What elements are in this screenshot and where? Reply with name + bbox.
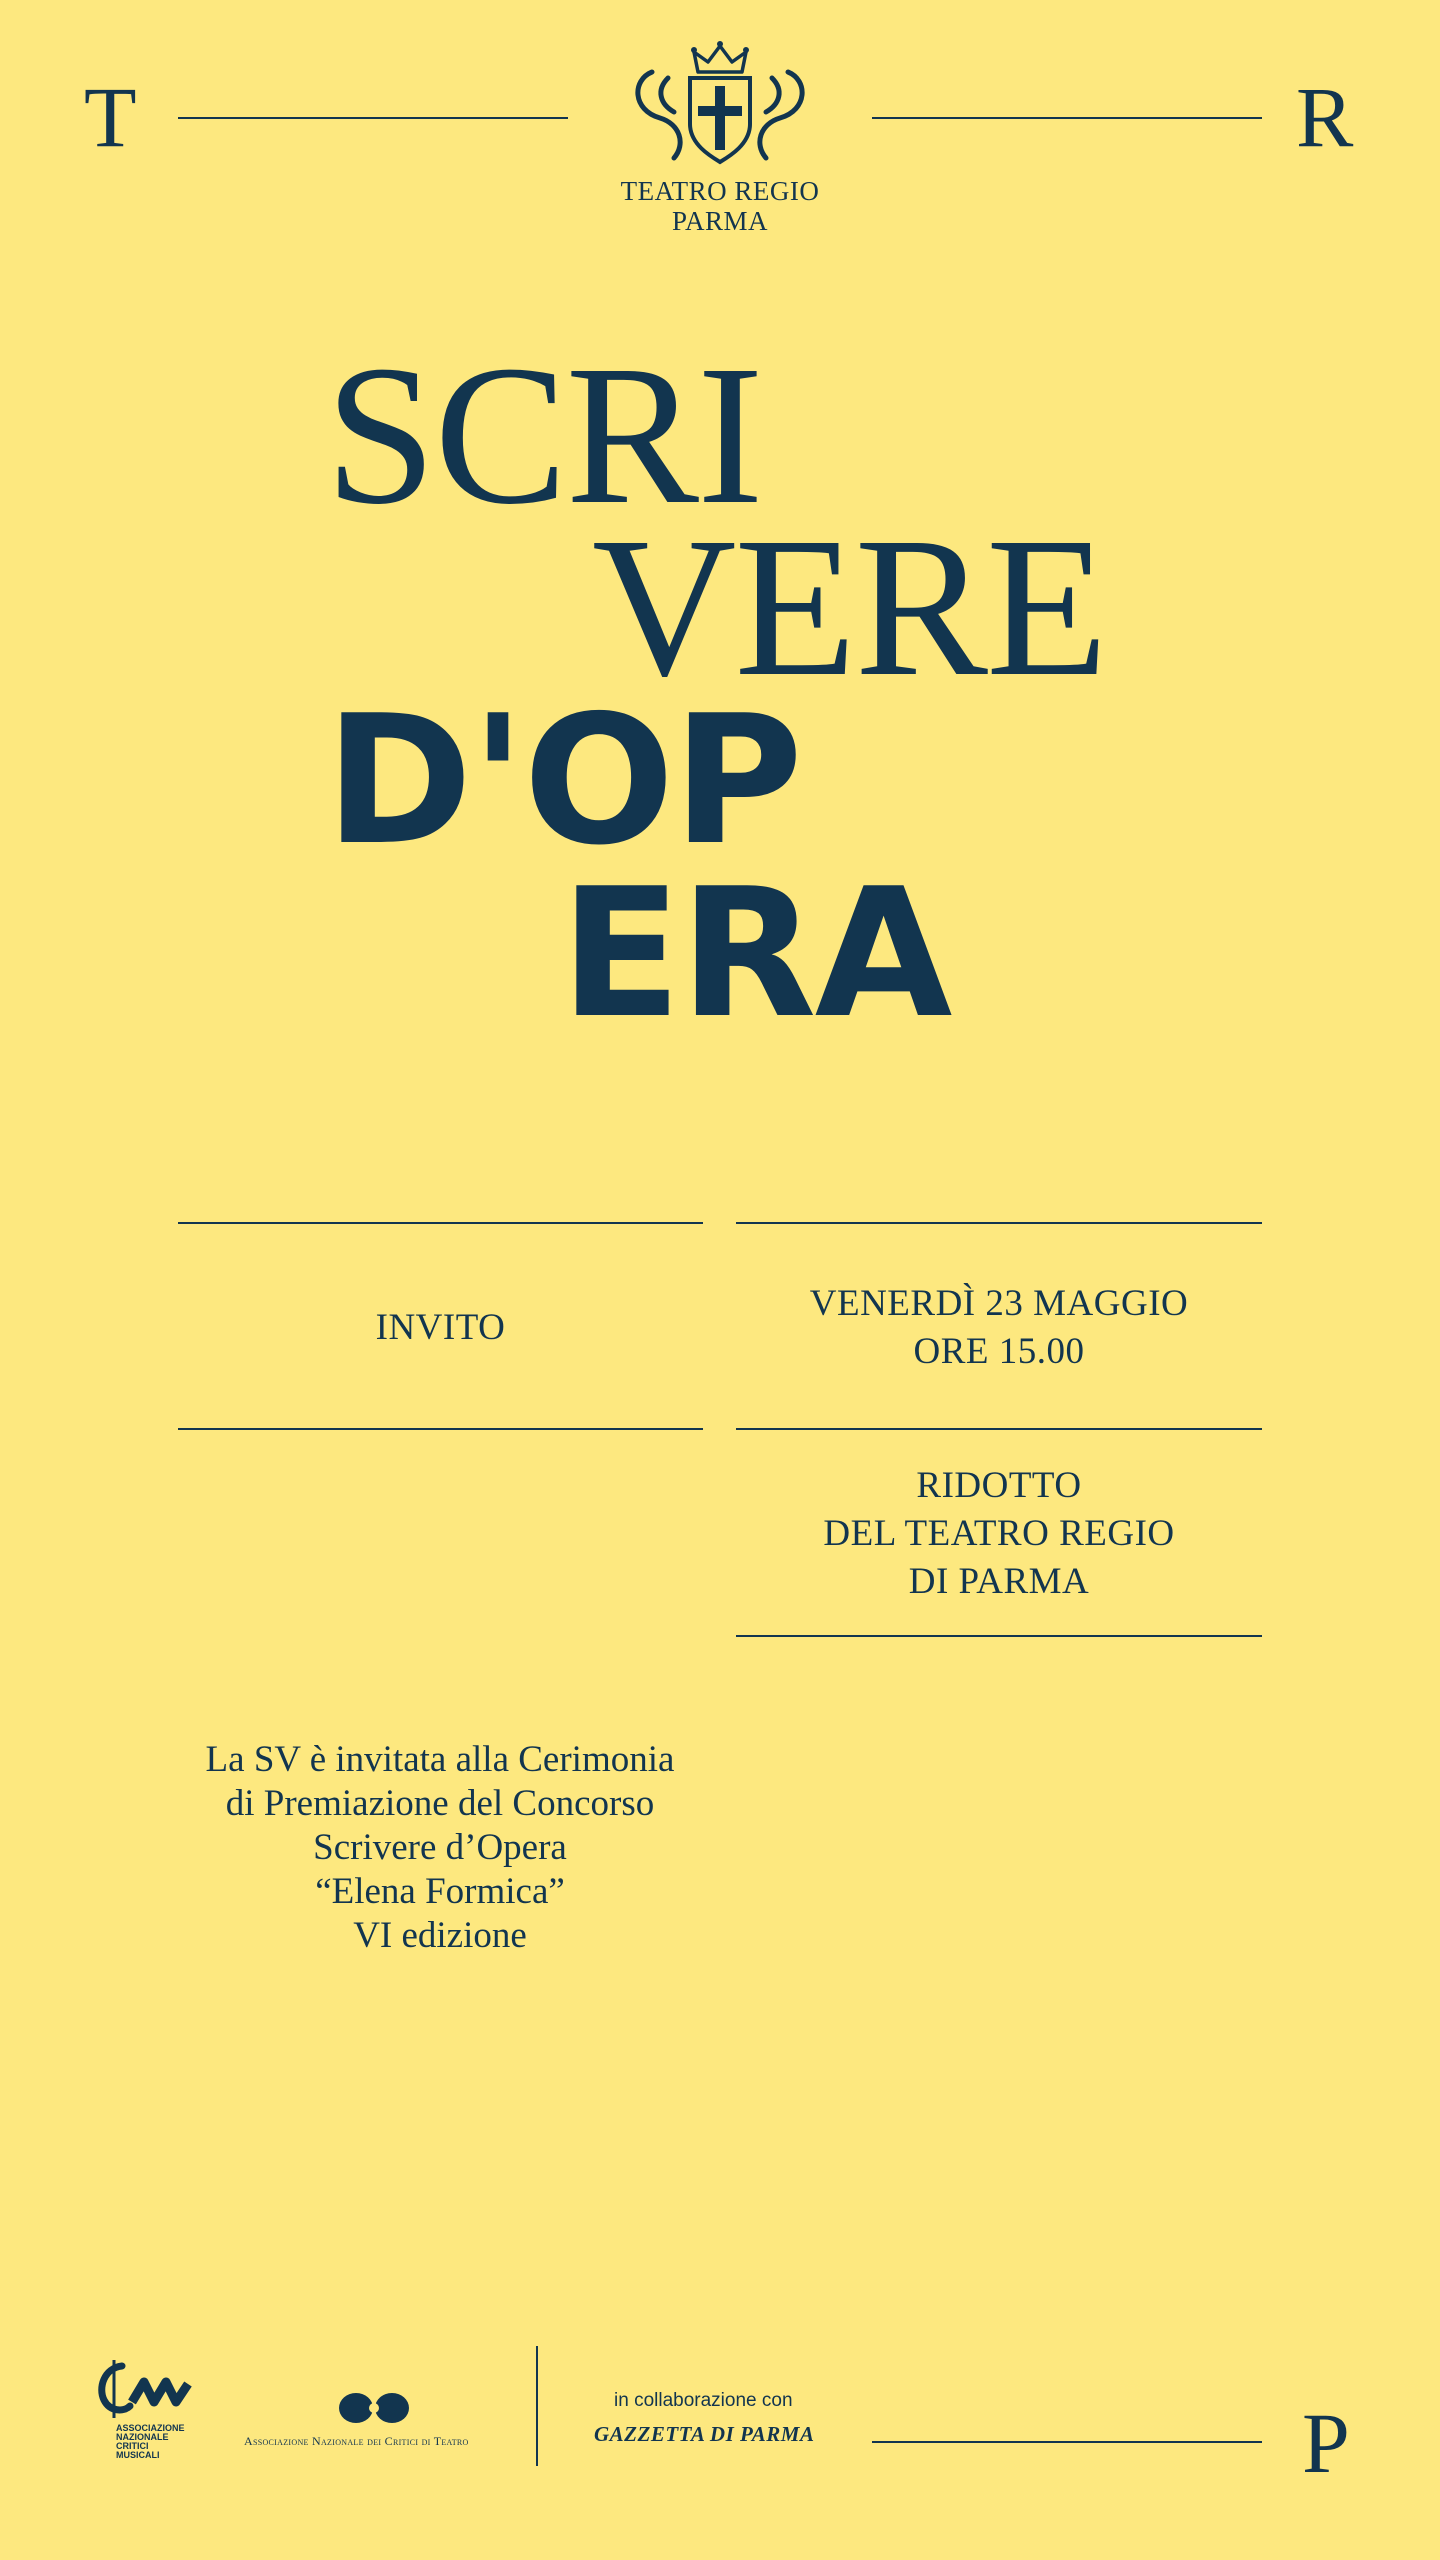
collaboration-label: in collaborazione con (614, 2390, 793, 2411)
title-line-vere: VERE (592, 497, 1107, 718)
teatro-regio-logo (570, 40, 870, 240)
header-rule-right (872, 117, 1262, 119)
anct-mark-icon (244, 2390, 504, 2426)
title-line-era: ERA (560, 850, 951, 1057)
footer-divider (536, 2346, 538, 2466)
info-rule-bottom-right (736, 1635, 1262, 1637)
venue-line3: DI PARMA (908, 1561, 1090, 1602)
invito-label: INVITO (375, 1307, 506, 1348)
anc-text: ASSOCIAZIONE NAZIONALE CRITICI MUSICALI (116, 2423, 185, 2460)
info-rule-mid-left (178, 1428, 703, 1430)
corner-letter-r: R (1296, 69, 1354, 165)
header-rule-left (178, 117, 568, 119)
venue (736, 1462, 1262, 1606)
title-line-dop: D'OP (325, 677, 802, 884)
event-date-line: VENERDÌ 23 MAGGIO (809, 1283, 1189, 1324)
event-time-line: ORE 15.00 (913, 1331, 1085, 1372)
crest-icon (570, 40, 870, 170)
event-date (736, 1280, 1262, 1376)
gazzetta-logo: GAZZETTA DI PARMA (594, 2422, 815, 2446)
venue-line2: DEL TEATRO REGIO (823, 1513, 1175, 1554)
anct-text: Associazione Nazionale dei Critici di Teatro (244, 2434, 469, 2448)
info-rule-top-right (736, 1222, 1262, 1224)
logo-text-line2: PARMA (671, 206, 769, 236)
info-rule-mid-right (736, 1428, 1262, 1430)
title-line-scri: SCRI (325, 325, 762, 546)
anc-mark-icon (92, 2358, 202, 2418)
corner-letter-t: T (84, 69, 137, 165)
anc-logo (92, 2358, 202, 2468)
info-rule-top-left (178, 1222, 703, 1224)
footer-rule-right (872, 2441, 1262, 2443)
logo-text-line1: TEATRO REGIO (620, 176, 820, 206)
anct-logo (244, 2390, 504, 2450)
invitation-text: La SV è invitata alla Cerimonia di Premiazione del Concorso Scrivere d’Opera “Elena Formica” VI edizione (205, 1739, 675, 1956)
venue-line1: RIDOTTO (916, 1465, 1082, 1506)
corner-letter-p: P (1302, 2395, 1350, 2491)
